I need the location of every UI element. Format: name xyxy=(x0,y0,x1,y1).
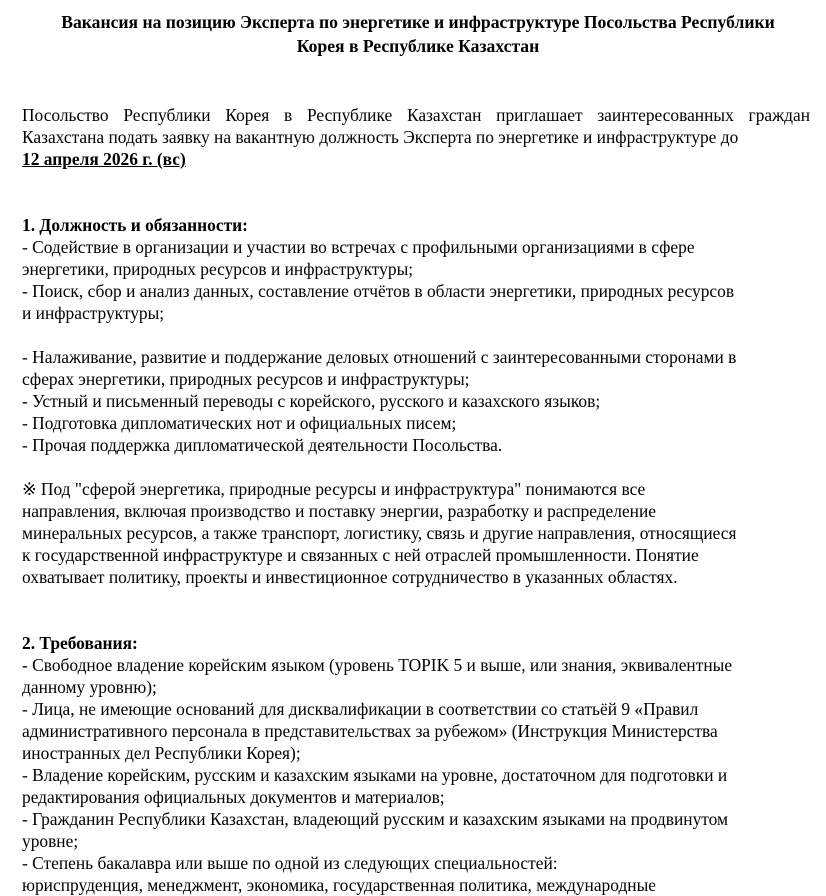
note-line: ※ Под "сферой энергетика, природные ресурсы и инфраструктура" понимаются все xyxy=(22,479,646,499)
requirement-line: редактирования официальных документов и материалов; xyxy=(22,787,445,807)
duty-line: сферах энергетики, природных ресурсов и инфраструктуры; xyxy=(22,369,470,389)
note-line: к государственной инфраструктуре и связанных с ней отраслей промышленности. Понятие xyxy=(22,545,699,565)
requirement-line: административного персонала в представительствах за рубежом» (Инструкция Министерства xyxy=(22,721,718,741)
duty-line: - Налаживание, развитие и поддержание деловых отношений с заинтересованными сторонами в xyxy=(22,347,737,367)
requirement-line: юриспруденция, менеджмент, экономика, государственная политика, международные xyxy=(22,875,656,895)
duties-list-1 xyxy=(22,236,810,324)
document-title xyxy=(22,10,810,58)
requirements-list xyxy=(22,654,810,896)
duty-line: - Устный и письменный переводы с корейского, русского и казахского языков; xyxy=(22,391,601,411)
intro-line: Посольство Республики Корея в Республике Казахстан приглашает заинтересованных граждан xyxy=(22,105,810,125)
duties-list-2 xyxy=(22,346,810,456)
requirement-line: - Владение корейским, русским и казахским языками на уровне, достаточном для подготовки и xyxy=(22,765,728,785)
note-line: направления, включая производство и поставку энергии, разработку и распределение xyxy=(22,501,657,521)
intro-line: Казахстана подать заявку на вакантную должность Эксперта по энергетике и инфраструктуре до xyxy=(22,127,739,147)
note-line: минеральных ресурсов, а также транспорт, логистику, связь и другие направления, относящиеся xyxy=(22,523,737,543)
duty-line: - Поиск, сбор и анализ данных, составление отчётов в области энергетики, природных ресурсов xyxy=(22,281,735,301)
title-line: Вакансия на позицию Эксперта по энергетике и инфраструктуре Посольства Республики xyxy=(61,12,775,32)
duty-line: энергетики, природных ресурсов и инфраструктуры; xyxy=(22,259,414,279)
requirement-line: - Свободное владение корейским языком (уровень TOPIK 5 и выше, или знания, эквивалентные xyxy=(22,655,733,675)
duty-line: и инфраструктуры; xyxy=(22,303,165,323)
section-requirements-heading: 2. Требования: xyxy=(22,633,138,653)
requirement-line: - Гражданин Республики Казахстан, владеющий русским и казахским языками на продвинутом xyxy=(22,809,729,829)
requirement-line: данному уровню); xyxy=(22,677,157,697)
requirement-line: - Степень бакалавра или выше по одной из следующих специальностей: xyxy=(22,853,558,873)
scope-note xyxy=(22,478,810,588)
application-deadline: 12 апреля 2026 г. (вс) xyxy=(22,149,186,169)
section-duties-heading: 1. Должность и обязанности: xyxy=(22,215,248,235)
duty-line: - Содействие в организации и участии во встречах с профильными организациями в сфере xyxy=(22,237,695,257)
title-line: Корея в Республике Казахстан xyxy=(296,36,540,56)
requirement-line: уровне; xyxy=(22,831,79,851)
requirement-line: - Лица, не имеющие оснований для дисквалификации в соответствии со статьёй 9 «Правил xyxy=(22,699,699,719)
note-line: охватывает политику, проекты и инвестиционное сотрудничество в указанных областях. xyxy=(22,567,678,587)
requirement-line: иностранных дел Республики Корея); xyxy=(22,743,301,763)
intro-paragraph xyxy=(22,104,810,170)
duty-line: - Подготовка дипломатических нот и официальных писем; xyxy=(22,413,457,433)
duty-line: - Прочая поддержка дипломатической деятельности Посольства. xyxy=(22,435,503,455)
document-page xyxy=(0,10,826,896)
